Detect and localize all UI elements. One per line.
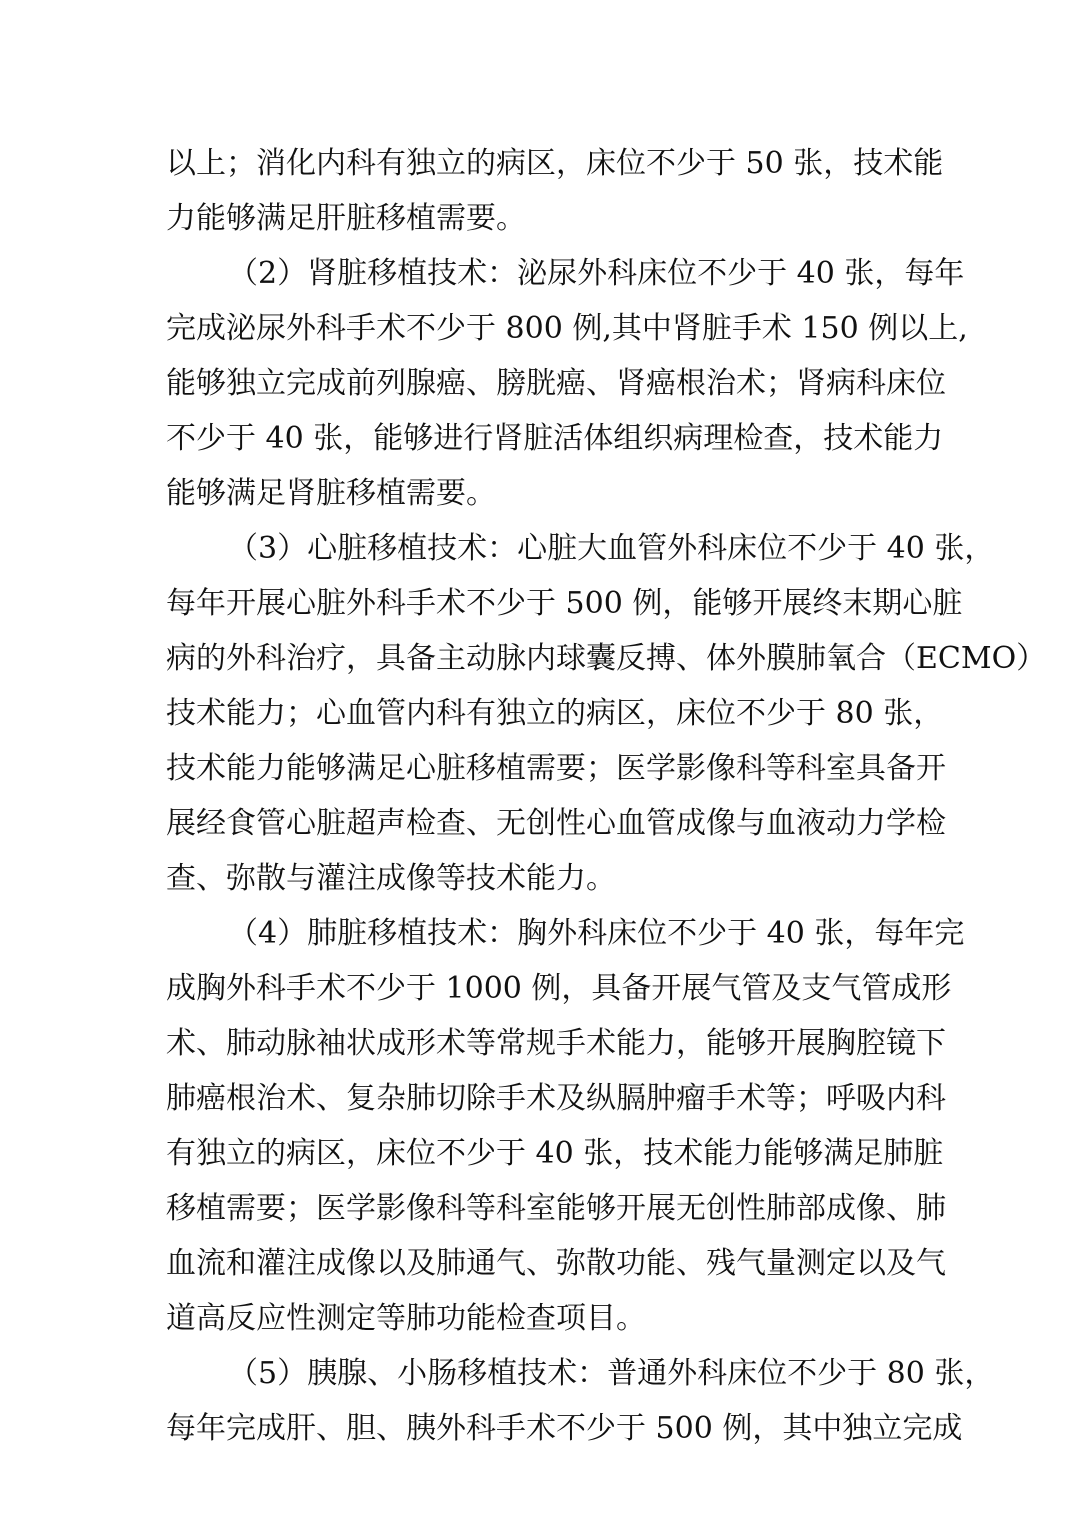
text-line: 完成泌尿外科手术不少于 800 例,其中肾脏手术 150 例以上,	[166, 311, 968, 346]
text-line: 血流和灌注成像以及肺通气、弥散功能、残气量测定以及气	[166, 1246, 946, 1281]
text-line: 力能够满足肝脏移植需要。	[166, 201, 526, 236]
text-line: 技术能力能够满足心脏移植需要；医学影像科等科室具备开	[166, 751, 946, 786]
text-line: （2）肾脏移植技术：泌尿外科床位不少于 40 张，每年	[228, 256, 965, 291]
paragraph	[166, 521, 1047, 906]
text-line: 每年开展心脏外科手术不少于 500 例，能够开展终末期心脏	[166, 586, 963, 621]
paragraph	[166, 246, 968, 521]
paragraph	[166, 906, 965, 1346]
text-line: 每年完成肝、胆、胰外科手术不少于 500 例，其中独立完成	[166, 1411, 963, 1446]
text-line: 有独立的病区，床位不少于 40 张，技术能力能够满足肺脏	[166, 1136, 944, 1171]
text-line: 展经食管心脏超声检查、无创性心血管成像与血液动力学检	[166, 806, 946, 841]
text-line: 移植需要；医学影像科等科室能够开展无创性肺部成像、肺	[166, 1191, 946, 1226]
text-line: 术、肺动脉袖状成形术等常规手术能力，能够开展胸腔镜下	[166, 1026, 946, 1061]
text-line: （3）心脏移植技术：心脏大血管外科床位不少于 40 张，	[228, 531, 995, 566]
text-line: 能够独立完成前列腺癌、膀胱癌、肾癌根治术；肾病科床位	[166, 366, 946, 401]
text-line: 成胸外科手术不少于 1000 例，具备开展气管及支气管成形	[166, 971, 952, 1006]
paragraph	[166, 136, 944, 246]
text-line: 技术能力；心血管内科有独立的病区，床位不少于 80 张，	[166, 696, 944, 731]
document-body	[166, 136, 1047, 1456]
text-line: 道高反应性测定等肺功能检查项目。	[166, 1301, 646, 1336]
text-line: （4）肺脏移植技术：胸外科床位不少于 40 张，每年完	[228, 916, 965, 951]
text-line: 查、弥散与灌注成像等技术能力。	[166, 861, 616, 896]
paragraph	[166, 1346, 995, 1456]
text-line: 肺癌根治术、复杂肺切除手术及纵膈肿瘤手术等；呼吸内科	[166, 1081, 946, 1116]
text-line: 能够满足肾脏移植需要。	[166, 476, 496, 511]
text-line: 病的外科治疗，具备主动脉内球囊反搏、体外膜肺氧合（ECMO）	[166, 641, 1047, 676]
text-line: 不少于 40 张，能够进行肾脏活体组织病理检查，技术能力	[166, 421, 944, 456]
text-line: 以上；消化内科有独立的病区，床位不少于 50 张，技术能	[166, 146, 944, 181]
text-line: （5）胰腺、小肠移植技术：普通外科床位不少于 80 张，	[228, 1356, 995, 1391]
